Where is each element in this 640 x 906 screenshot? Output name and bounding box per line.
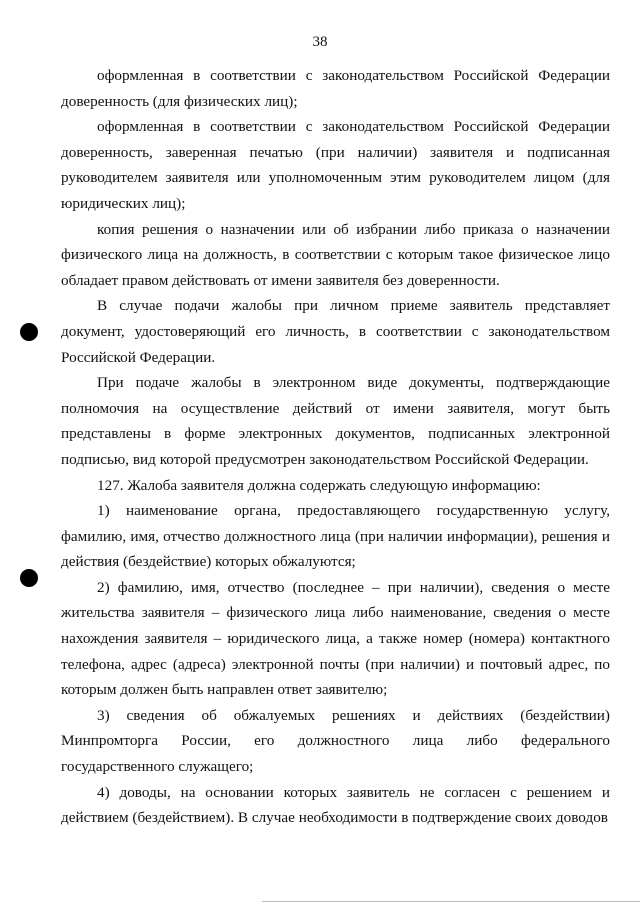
paragraph-subitem-3: 3) сведения об обжалуемых решениях и действиях (бездействии) Минпромторга России, его должностного лица либо федерального государственного служащего; [61, 706, 610, 776]
scan-bottom-edge [262, 901, 640, 906]
paragraph-subitem-2: 2) фамилию, имя, отчество (последнее – при наличии), сведения о месте жительства заявителя – физического лица либо наименование, сведения о месте нахождения заявителя – юридического лица, а также номер (номера) контактного телефона, адрес (адреса) электронной почты (при наличии) и почтовый адрес, по которым должен быть направлен ответ заявителю; [61, 578, 610, 699]
punch-hole-mark [20, 569, 38, 587]
paragraph-subitem-4: 4) доводы, на основании которых заявитель не согласен с решением и действием (бездействием). В случае необходимости в подтверждение своих доводов [61, 783, 610, 827]
document-body [61, 63, 610, 831]
paragraph-item-127: 127. Жалоба заявителя должна содержать следующую информацию: [97, 476, 541, 494]
punch-hole-mark [20, 323, 38, 341]
paragraph-electronic-submission: При подаче жалобы в электронном виде документы, подтверждающие полномочия на осуществление действий от имени заявителя, могут быть представлены в форме электронных документов, подписанных электронной подписью, вид которой предусмотрен законодательством Российской Федерации. [61, 374, 610, 468]
paragraph-power-of-attorney-legal-entities: оформленная в соответствии с законодательством Российской Федерации доверенность, заверенная печатью (при наличии) заявителя и подписанная руководителем заявителя или уполномоченным этим руководителем лицом (для юридических лиц); [61, 118, 610, 212]
paragraph-subitem-1: 1) наименование органа, предоставляющего государственную услугу, фамилию, имя, отчество должностного лица (при наличии информации), решения и действия (бездействие) которых обжалуются; [61, 502, 610, 571]
paragraph-appointment-decision-copy: копия решения о назначении или об избрании либо приказа о назначении физического лица на должность, в соответствии с которым такое физическое лицо обладает правом действовать от имени заявителя без доверенности. [61, 220, 610, 289]
paragraph-personal-reception: В случае подачи жалобы при личном приеме заявитель представляет документ, удостоверяющий его личность, в соответствии с законодательством Российской Федерации. [61, 297, 610, 366]
paragraph-power-of-attorney-individuals: оформленная в соответствии с законодательством Российской Федерации доверенность (для физических лиц); [61, 67, 610, 110]
page-number: 38 [312, 34, 328, 50]
